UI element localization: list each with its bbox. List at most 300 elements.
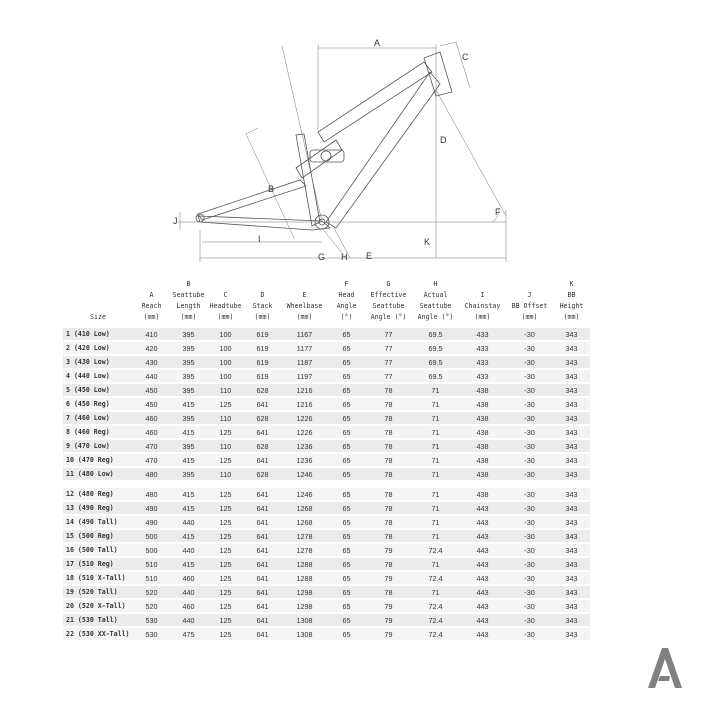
column-header-line: Angle (°)	[417, 313, 454, 321]
value-cell: 1308	[281, 614, 328, 626]
value-cell: -30	[506, 488, 553, 500]
value-cell: 443	[459, 544, 506, 556]
size-cell: 21 (530 Tall)	[63, 614, 133, 626]
value-cell: 433	[459, 328, 506, 340]
table-row	[63, 530, 590, 542]
value-cell: 71	[412, 468, 459, 480]
column-header	[328, 279, 365, 326]
value-cell: 443	[459, 628, 506, 640]
value-cell: 343	[553, 628, 590, 640]
value-cell: 415	[170, 530, 207, 542]
value-cell: 71	[412, 586, 459, 598]
value-cell: 1226	[281, 426, 328, 438]
value-cell: 500	[133, 530, 170, 542]
value-cell: 110	[207, 468, 244, 480]
value-cell: 520	[133, 586, 170, 598]
table-header-row	[63, 279, 590, 326]
size-cell: 22 (530 XX-Tall)	[63, 628, 133, 640]
value-cell: 475	[170, 628, 207, 640]
column-header-line: (mm)	[143, 313, 160, 321]
value-cell: 343	[553, 412, 590, 424]
value-cell: 125	[207, 488, 244, 500]
label-h: H	[341, 252, 348, 262]
value-cell: 480	[133, 468, 170, 480]
value-cell: 100	[207, 328, 244, 340]
value-cell: 460	[170, 572, 207, 584]
value-cell: 395	[170, 370, 207, 382]
size-cell: 5 (450 Low)	[63, 384, 133, 396]
column-header-line: H	[433, 280, 438, 288]
value-cell: 530	[133, 614, 170, 626]
value-cell: 65	[328, 398, 365, 410]
value-cell: -30	[506, 502, 553, 514]
value-cell: 520	[133, 600, 170, 612]
label-b: B	[268, 184, 275, 194]
value-cell: 619	[244, 356, 281, 368]
value-cell: 443	[459, 530, 506, 542]
size-cell: 4 (440 Low)	[63, 370, 133, 382]
size-cell: 2 (420 Low)	[63, 342, 133, 354]
value-cell: 1187	[281, 356, 328, 368]
size-cell: 20 (520 X-Tall)	[63, 600, 133, 612]
value-cell: 125	[207, 502, 244, 514]
column-header-line: Seattube	[419, 302, 452, 310]
table-row	[63, 572, 590, 584]
value-cell: 100	[207, 370, 244, 382]
value-cell: 343	[553, 398, 590, 410]
value-cell: 438	[459, 412, 506, 424]
value-cell: 1288	[281, 572, 328, 584]
value-cell: 415	[170, 398, 207, 410]
table-row	[63, 558, 590, 570]
value-cell: 395	[170, 412, 207, 424]
table-row	[63, 426, 590, 438]
value-cell: 438	[459, 426, 506, 438]
size-cell: 7 (460 Low)	[63, 412, 133, 424]
value-cell: 71	[412, 426, 459, 438]
value-cell: 438	[459, 398, 506, 410]
value-cell: 69.5	[412, 342, 459, 354]
value-cell: 69.5	[412, 370, 459, 382]
value-cell: 443	[459, 600, 506, 612]
value-cell: 343	[553, 614, 590, 626]
value-cell: 440	[170, 586, 207, 598]
value-cell: 100	[207, 342, 244, 354]
value-cell: 65	[328, 454, 365, 466]
value-cell: 65	[328, 488, 365, 500]
table-gap	[63, 482, 590, 486]
value-cell: 78	[365, 558, 412, 570]
value-cell: 1308	[281, 628, 328, 640]
value-cell: 72.4	[412, 572, 459, 584]
value-cell: 343	[553, 468, 590, 480]
value-cell: -30	[506, 370, 553, 382]
value-cell: -30	[506, 558, 553, 570]
value-cell: 395	[170, 384, 207, 396]
table-gap-cell	[63, 482, 590, 486]
value-cell: 125	[207, 628, 244, 640]
column-header-line: Seattube	[172, 291, 205, 299]
value-cell: 343	[553, 572, 590, 584]
size-cell: 6 (450 Reg)	[63, 398, 133, 410]
value-cell: 480	[133, 488, 170, 500]
value-cell: 343	[553, 370, 590, 382]
table-row	[63, 384, 590, 396]
value-cell: 78	[365, 426, 412, 438]
value-cell: 440	[170, 614, 207, 626]
value-cell: 78	[365, 412, 412, 424]
value-cell: 450	[133, 398, 170, 410]
value-cell: -30	[506, 398, 553, 410]
value-cell: 125	[207, 426, 244, 438]
column-header	[133, 279, 170, 326]
column-header-line: F	[344, 280, 349, 288]
value-cell: 79	[365, 614, 412, 626]
dimension-lines	[178, 42, 506, 262]
value-cell: 395	[170, 468, 207, 480]
value-cell: 343	[553, 454, 590, 466]
value-cell: 77	[365, 342, 412, 354]
value-cell: 72.4	[412, 544, 459, 556]
value-cell: 65	[328, 530, 365, 542]
value-cell: 415	[170, 454, 207, 466]
column-header-line: A	[149, 291, 154, 299]
column-header	[365, 279, 412, 326]
frame-outline	[196, 52, 452, 230]
value-cell: 641	[244, 426, 281, 438]
column-header-line: Actual	[423, 291, 448, 299]
value-cell: 1236	[281, 454, 328, 466]
value-cell: 1288	[281, 558, 328, 570]
value-cell: 1278	[281, 530, 328, 542]
value-cell: 343	[553, 356, 590, 368]
value-cell: 78	[365, 586, 412, 598]
value-cell: 460	[133, 412, 170, 424]
column-header-line: (°)	[340, 313, 353, 321]
table-row	[63, 468, 590, 480]
value-cell: 438	[459, 440, 506, 452]
column-header-line: Effective	[370, 291, 407, 299]
value-cell: 510	[133, 572, 170, 584]
value-cell: 65	[328, 356, 365, 368]
column-header-line: (mm)	[474, 313, 491, 321]
size-cell: 14 (490 Tall)	[63, 516, 133, 528]
column-header-line: Wheelbase	[286, 302, 323, 310]
value-cell: -30	[506, 544, 553, 556]
value-cell: 1226	[281, 412, 328, 424]
value-cell: 65	[328, 342, 365, 354]
value-cell: 79	[365, 544, 412, 556]
value-cell: -30	[506, 572, 553, 584]
value-cell: -30	[506, 342, 553, 354]
column-header-line: J	[527, 291, 532, 299]
value-cell: -30	[506, 628, 553, 640]
value-cell: 72.4	[412, 614, 459, 626]
value-cell: 430	[133, 356, 170, 368]
value-cell: 78	[365, 454, 412, 466]
column-header-line: (mm)	[296, 313, 313, 321]
value-cell: 65	[328, 440, 365, 452]
value-cell: 125	[207, 558, 244, 570]
value-cell: -30	[506, 468, 553, 480]
value-cell: 65	[328, 586, 365, 598]
value-cell: 78	[365, 488, 412, 500]
value-cell: 78	[365, 398, 412, 410]
value-cell: 619	[244, 370, 281, 382]
value-cell: 110	[207, 384, 244, 396]
value-cell: 71	[412, 454, 459, 466]
value-cell: 71	[412, 398, 459, 410]
value-cell: 440	[170, 544, 207, 556]
value-cell: 343	[553, 544, 590, 556]
value-cell: -30	[506, 440, 553, 452]
value-cell: 78	[365, 502, 412, 514]
label-a: A	[374, 38, 381, 48]
value-cell: 460	[170, 600, 207, 612]
column-header-line: (mm)	[563, 313, 580, 321]
value-cell: 125	[207, 516, 244, 528]
value-cell: 71	[412, 530, 459, 542]
value-cell: 460	[133, 426, 170, 438]
value-cell: 641	[244, 530, 281, 542]
value-cell: 71	[412, 502, 459, 514]
frame-geometry-diagram	[0, 0, 712, 270]
value-cell: 65	[328, 600, 365, 612]
value-cell: 125	[207, 614, 244, 626]
value-cell: 125	[207, 530, 244, 542]
value-cell: 1246	[281, 468, 328, 480]
column-header-line: Seattube	[372, 302, 405, 310]
value-cell: 65	[328, 516, 365, 528]
value-cell: -30	[506, 614, 553, 626]
value-cell: 438	[459, 384, 506, 396]
value-cell: 443	[459, 502, 506, 514]
value-cell: 78	[365, 440, 412, 452]
column-header	[281, 279, 328, 326]
value-cell: 65	[328, 412, 365, 424]
value-cell: 65	[328, 384, 365, 396]
value-cell: 78	[365, 530, 412, 542]
table-body	[63, 328, 590, 640]
value-cell: 78	[365, 384, 412, 396]
column-header-line: Size	[90, 313, 106, 321]
value-cell: 443	[459, 516, 506, 528]
value-cell: 1236	[281, 440, 328, 452]
table-row	[63, 342, 590, 354]
value-cell: 65	[328, 544, 365, 556]
size-cell: 8 (460 Reg)	[63, 426, 133, 438]
value-cell: 438	[459, 488, 506, 500]
column-header-line: (mm)	[180, 313, 197, 321]
value-cell: -30	[506, 530, 553, 542]
table-row	[63, 370, 590, 382]
label-j: J	[173, 216, 178, 226]
value-cell: 65	[328, 628, 365, 640]
value-cell: 641	[244, 628, 281, 640]
value-cell: 395	[170, 328, 207, 340]
column-header-line: Reach	[141, 302, 162, 310]
value-cell: 1216	[281, 384, 328, 396]
value-cell: 72.4	[412, 600, 459, 612]
value-cell: 395	[170, 356, 207, 368]
value-cell: 641	[244, 614, 281, 626]
size-cell: 3 (430 Low)	[63, 356, 133, 368]
column-header	[170, 279, 207, 326]
column-header	[63, 279, 133, 326]
value-cell: 72.4	[412, 628, 459, 640]
table-row	[63, 356, 590, 368]
value-cell: 641	[244, 558, 281, 570]
value-cell: 78	[365, 516, 412, 528]
label-g: G	[318, 252, 326, 262]
value-cell: 415	[170, 426, 207, 438]
value-cell: 125	[207, 586, 244, 598]
value-cell: 343	[553, 502, 590, 514]
value-cell: 65	[328, 370, 365, 382]
column-header	[506, 279, 553, 326]
arrow-a-logo-icon	[646, 648, 682, 688]
value-cell: 410	[133, 328, 170, 340]
column-header	[207, 279, 244, 326]
value-cell: 1197	[281, 370, 328, 382]
value-cell: 433	[459, 356, 506, 368]
value-cell: 490	[133, 516, 170, 528]
table-row	[63, 398, 590, 410]
value-cell: 343	[553, 342, 590, 354]
value-cell: 77	[365, 356, 412, 368]
value-cell: 343	[553, 426, 590, 438]
value-cell: 450	[133, 384, 170, 396]
table-row	[63, 328, 590, 340]
column-header	[244, 279, 281, 326]
value-cell: 438	[459, 468, 506, 480]
value-cell: 65	[328, 502, 365, 514]
value-cell: 69.5	[412, 356, 459, 368]
column-header-line: Stack	[252, 302, 273, 310]
column-header-line: I	[480, 291, 485, 299]
table-row	[63, 628, 590, 640]
column-header	[412, 279, 459, 326]
value-cell: 1216	[281, 398, 328, 410]
value-cell: 100	[207, 356, 244, 368]
size-cell: 18 (510 X-Tall)	[63, 572, 133, 584]
label-c: C	[462, 52, 469, 62]
size-cell: 9 (470 Low)	[63, 440, 133, 452]
column-header-line: Headtube	[209, 302, 242, 310]
value-cell: 438	[459, 454, 506, 466]
value-cell: 65	[328, 426, 365, 438]
column-header-line: (mm)	[521, 313, 538, 321]
value-cell: 125	[207, 544, 244, 556]
label-f: F	[495, 207, 501, 217]
column-header-line: C	[223, 291, 228, 299]
value-cell: 71	[412, 412, 459, 424]
value-cell: 420	[133, 342, 170, 354]
value-cell: 77	[365, 328, 412, 340]
value-cell: 641	[244, 488, 281, 500]
table-row	[63, 586, 590, 598]
value-cell: 71	[412, 516, 459, 528]
value-cell: 343	[553, 516, 590, 528]
value-cell: -30	[506, 426, 553, 438]
column-header-line: BB Height	[559, 291, 584, 310]
value-cell: -30	[506, 356, 553, 368]
value-cell: 71	[412, 558, 459, 570]
size-cell: 12 (480 Reg)	[63, 488, 133, 500]
size-cell: 15 (500 Reg)	[63, 530, 133, 542]
size-cell: 1 (410 Low)	[63, 328, 133, 340]
value-cell: 1246	[281, 488, 328, 500]
value-cell: 1298	[281, 586, 328, 598]
column-header-line: (mm)	[217, 313, 234, 321]
value-cell: 343	[553, 558, 590, 570]
value-cell: -30	[506, 586, 553, 598]
value-cell: 433	[459, 370, 506, 382]
value-cell: 619	[244, 328, 281, 340]
column-header-line: D	[260, 291, 265, 299]
value-cell: 1268	[281, 516, 328, 528]
value-cell: 78	[365, 468, 412, 480]
value-cell: 641	[244, 516, 281, 528]
value-cell: 125	[207, 398, 244, 410]
value-cell: 79	[365, 628, 412, 640]
value-cell: 440	[133, 370, 170, 382]
value-cell: 343	[553, 586, 590, 598]
value-cell: 77	[365, 370, 412, 382]
value-cell: 641	[244, 600, 281, 612]
value-cell: 641	[244, 454, 281, 466]
value-cell: 641	[244, 586, 281, 598]
column-header-line: E	[302, 291, 307, 299]
column-header-line	[65, 290, 131, 301]
value-cell: 641	[244, 544, 281, 556]
value-cell: -30	[506, 516, 553, 528]
column-header-line: Angle	[336, 302, 357, 310]
value-cell: 343	[553, 384, 590, 396]
value-cell: 110	[207, 440, 244, 452]
table-row	[63, 454, 590, 466]
table-row	[63, 488, 590, 500]
value-cell: 69.5	[412, 328, 459, 340]
size-cell: 10 (470 Reg)	[63, 454, 133, 466]
value-cell: 628	[244, 384, 281, 396]
column-header-line: Head	[338, 291, 355, 299]
value-cell: 619	[244, 342, 281, 354]
column-header-line: B	[186, 280, 191, 288]
label-k: K	[424, 237, 431, 247]
value-cell: 1167	[281, 328, 328, 340]
label-e: E	[366, 251, 373, 261]
value-cell: 443	[459, 586, 506, 598]
value-cell: 415	[170, 558, 207, 570]
value-cell: 641	[244, 502, 281, 514]
value-cell: 510	[133, 558, 170, 570]
value-cell: 395	[170, 440, 207, 452]
value-cell: 65	[328, 572, 365, 584]
label-d: D	[440, 135, 447, 145]
value-cell: 71	[412, 488, 459, 500]
value-cell: 79	[365, 572, 412, 584]
table-row	[63, 516, 590, 528]
column-header-line: Chainstay	[464, 302, 501, 310]
value-cell: 395	[170, 342, 207, 354]
size-cell: 16 (500 Tall)	[63, 544, 133, 556]
value-cell: 79	[365, 600, 412, 612]
value-cell: 415	[170, 488, 207, 500]
table-row	[63, 440, 590, 452]
value-cell: 65	[328, 328, 365, 340]
table-row	[63, 544, 590, 556]
